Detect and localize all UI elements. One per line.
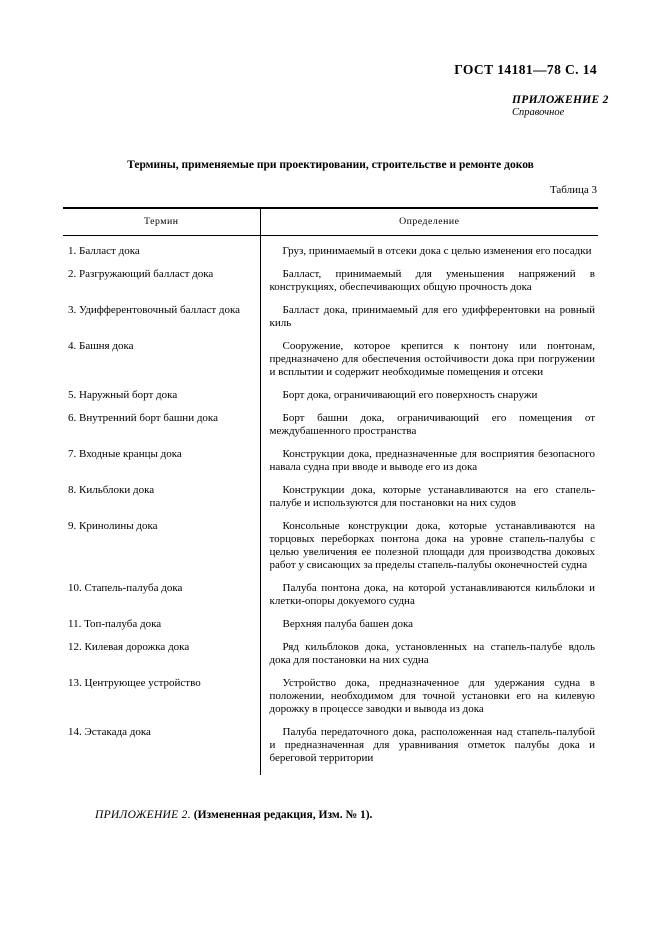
- definition-cell: Борт дока, ограничивающий его поверхность снаружи: [282, 389, 538, 401]
- terms-table: [63, 207, 598, 775]
- term-cell: 13. Центрующее устройство: [63, 677, 260, 726]
- table-row: [63, 448, 598, 484]
- term-cell: 7. Входные кранцы дока: [63, 448, 260, 484]
- term-cell: 9. Кринолины дока: [63, 520, 260, 582]
- term-cell: 6. Внутренний борт башни дока: [63, 412, 260, 448]
- term-cell: 1. Балласт дока: [63, 236, 260, 269]
- definition-cell: Устройство дока, предназначенное для удержания судна в положении, необходимом для точной установки его на килевую дорожку в процессе заводки и вывода из дока: [269, 677, 595, 715]
- table-row: [63, 618, 598, 641]
- definition-cell: Балласт, принимаемый для уменьшения напряжений в конструкциях, обеспечивающих общую прочность дока: [269, 268, 595, 293]
- term-cell: 2. Разгружающий балласт дока: [63, 268, 260, 304]
- document-reference: ГОСТ 14181—78 С. 14: [454, 62, 597, 77]
- table-row: [63, 304, 598, 340]
- table-row: [63, 641, 598, 677]
- definition-cell: Сооружение, которое крепится к понтону или понтонам, предназначено для обеспечения остойчивости дока при погружении и всплытии и содержит необходимые помещения и отсеки: [269, 340, 595, 378]
- term-cell: 8. Кильблоки дока: [63, 484, 260, 520]
- table-header: [63, 208, 598, 236]
- table-row: [63, 389, 598, 412]
- appendix-label: ПРИЛОЖЕНИЕ 2: [512, 94, 609, 106]
- definition-cell: Палуба передаточного дока, расположенная над стапель-палубой и предназначенная для уравнивания отметок палубы дока и береговой территории: [269, 726, 595, 764]
- definition-cell: Балласт дока, принимаемый для его удифферентовки на ровный киль: [269, 304, 595, 329]
- table-row: [63, 340, 598, 389]
- definition-cell: Консольные конструкции дока, которые устанавливаются на торцовых переборках понтона дока на уровне стапель-палубы с целью увеличения ее полезной площади для производства доковых работ у свисающих за пределы стапель-палубы оконечностей судна: [269, 520, 595, 571]
- term-cell: 3. Удифферентовочный балласт дока: [63, 304, 260, 340]
- footer-amendment-note: (Измененная редакция, Изм. № 1).: [193, 809, 373, 821]
- table-label: Таблица 3: [549, 184, 597, 196]
- definition-cell: Ряд кильблоков дока, установленных на стапель-палубе вдоль дока для постановки на них судна: [269, 641, 595, 666]
- table-row: [63, 236, 598, 269]
- table-row: [63, 484, 598, 520]
- column-header-term: Термин: [63, 208, 260, 236]
- definition-cell: Палуба понтона дока, на которой устанавливаются кильблоки и клетки-опоры докуемого судна: [269, 582, 595, 607]
- appendix-type: Справочное: [512, 107, 565, 118]
- table-header-row: [63, 208, 598, 236]
- definition-cell: Борт башни дока, ограничивающий его помещения от междубашенного пространства: [269, 412, 595, 437]
- table-row: [63, 268, 598, 304]
- table-body: [63, 236, 598, 776]
- table-row: [63, 412, 598, 448]
- term-cell: 10. Стапель-палуба дока: [63, 582, 260, 618]
- definition-cell: Верхняя палуба башен дока: [282, 618, 414, 630]
- term-cell: 5. Наружный борт дока: [63, 389, 260, 412]
- page-title: Термины, применяемые при проектировании, строительстве и ремонте доков: [127, 159, 534, 171]
- term-cell: 14. Эстакада дока: [63, 726, 260, 775]
- table-row: [63, 582, 598, 618]
- definition-cell: Конструкции дока, предназначенные для восприятия безопасного навала судна при вводе и выводе его из дока: [269, 448, 595, 473]
- definition-cell: Конструкции дока, которые устанавливаются на его стапель-палубе и используются для постановки на них судов: [269, 484, 595, 509]
- appendix-block: [512, 94, 609, 118]
- term-cell: 11. Топ-палуба дока: [63, 618, 260, 641]
- footer-note: [95, 809, 372, 821]
- footer-appendix-ref: ПРИЛОЖЕНИЕ 2.: [95, 809, 191, 821]
- definition-cell: Груз, принимаемый в отсеки дока с целью изменения его посадки: [282, 245, 592, 257]
- term-cell: 4. Башня дока: [63, 340, 260, 389]
- table-row: [63, 726, 598, 775]
- table-row: [63, 677, 598, 726]
- table-row: [63, 520, 598, 582]
- term-cell: 12. Килевая дорожка дока: [63, 641, 260, 677]
- column-header-definition: Определение: [260, 208, 598, 236]
